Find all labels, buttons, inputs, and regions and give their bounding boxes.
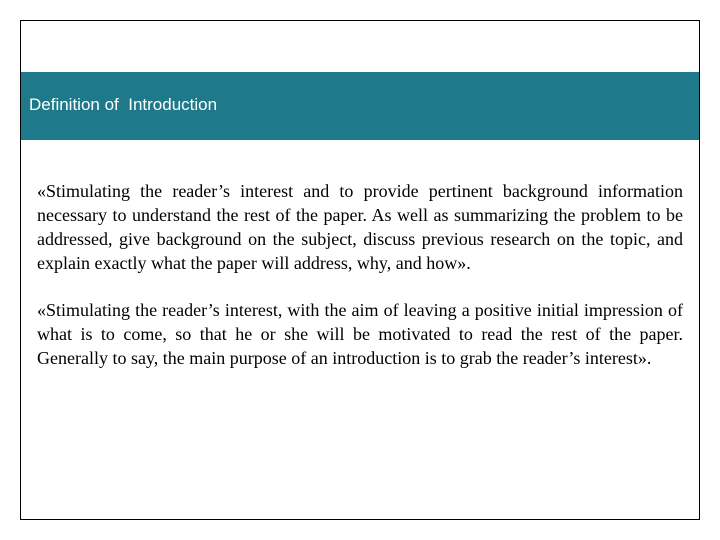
definition-paragraph-1: «Stimulating the reader’s interest and to provide pertinent background information necessary to understand the rest of the paper. As well as summarizing the problem to be addressed, give background on the subject, discuss previous research on the topic, and explain exactly what the paper will address, why, and how». xyxy=(37,181,683,273)
slide-body xyxy=(37,179,683,393)
slide-title: Definition of Introduction xyxy=(29,95,218,114)
definition-paragraph-2: «Stimulating the reader’s interest, with the aim of leaving a positive initial impression of what is to come, so that he or she will be motivated to read the rest of the paper. Generally to say, the main purpose of an introduction is to grab the reader’s interest». xyxy=(37,300,683,368)
slide-frame xyxy=(20,20,700,520)
